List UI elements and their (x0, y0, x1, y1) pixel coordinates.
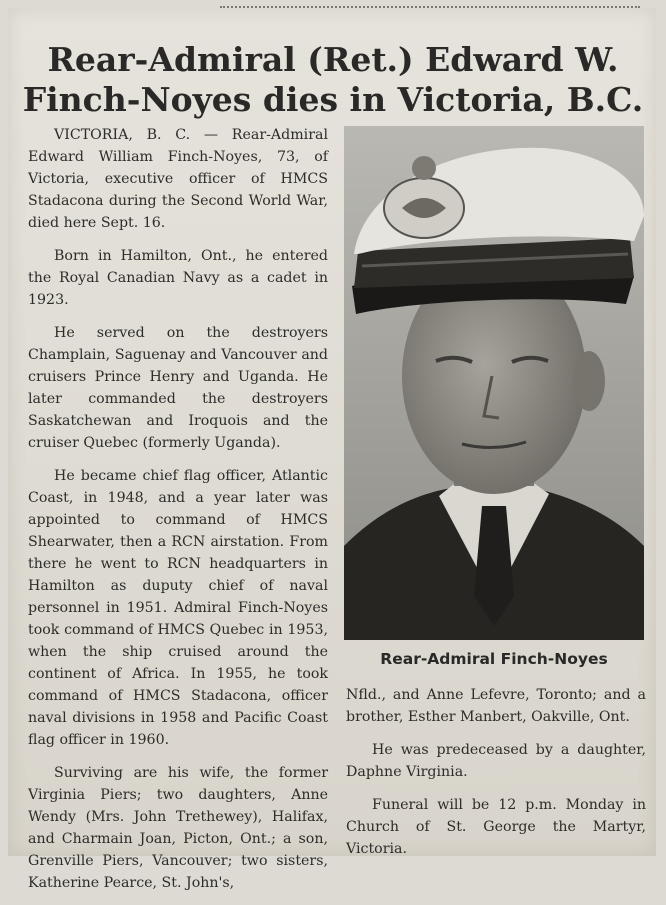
dotted-top-rule (220, 6, 640, 8)
article-paragraph-6: He was predeceased by a daughter, Daphne Virginia. (346, 742, 646, 780)
portrait-illustration (344, 126, 644, 640)
admiral-portrait-photo (344, 126, 644, 640)
headline (18, 40, 648, 120)
article-paragraph-4: He became chief flag officer, Atlantic Coast, in 1948, and a year later was appointed to command of HMCS Shearwater, then a RCN airstation. From there he went to RCN headquarters in Hamilton as duputy chief of naval personnel in 1951. Admiral Finch-Noyes took command of HMCS Quebec in 1953, when the ship cruised around the continent of Africa. In 1955, he took command of HMCS Stadacona, officer naval divisions in 1958 and Pacific Coast flag officer in 1960. (28, 468, 328, 748)
article-right-column (346, 684, 646, 871)
headline-line-1: Rear-Admiral (Ret.) Edward W. (47, 40, 619, 79)
article-continuation: Nfld., and Anne Lefevre, Toronto; and a brother, Esther Manbert, Oakville, Ont. (346, 687, 646, 725)
headline-line-2: Finch-Noyes dies in Victoria, B.C. (22, 80, 644, 119)
article-paragraph-3: He served on the destroyers Champlain, Saguenay and Vancouver and cruisers Prince Henry and Uganda. He later commanded the destroyers Saskatchewan and Iroquois and the cruiser Quebec (formerly Uganda). (28, 325, 328, 451)
photo-caption: Rear-Admiral Finch-Noyes (380, 650, 608, 668)
article-paragraph-5: Surviving are his wife, the former Virginia Piers; two daughters, Anne Wendy (Mrs. John Trethewey), Halifax, and Charmain Joan, Picton, Ont.; a son, Grenville Piers, Vancouver; two sisters, Katherine Pearce, St. John's, (28, 765, 328, 891)
article-left-column (28, 124, 328, 905)
article-paragraph-1: VICTORIA, B. C. — Rear-Admiral Edward William Finch-Noyes, 73, of Victoria, executive officer of HMCS Stadacona during the Second World War, died here Sept. 16. (28, 127, 328, 231)
article-paragraph-2: Born in Hamilton, Ont., he entered the Royal Canadian Navy as a cadet in 1923. (28, 248, 328, 308)
article-paragraph-7: Funeral will be 12 p.m. Monday in Church of St. George the Martyr, Victoria. (346, 797, 646, 857)
